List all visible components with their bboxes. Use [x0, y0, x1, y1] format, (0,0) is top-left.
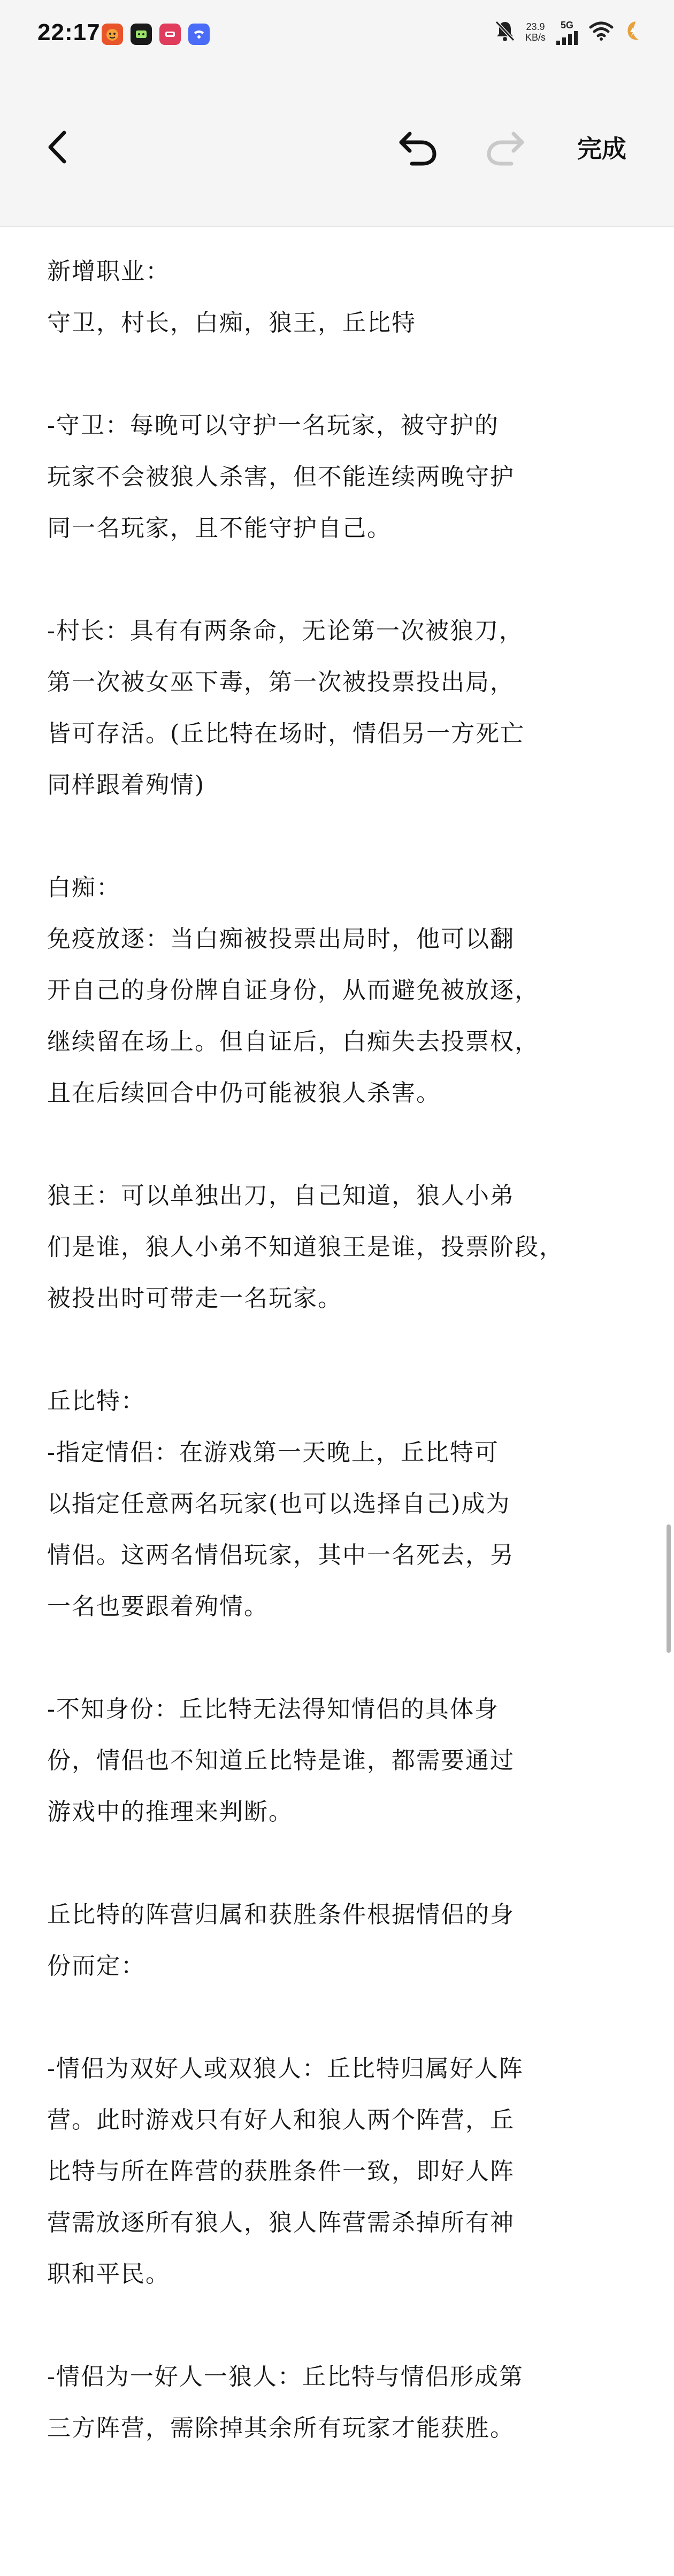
text-line: 皆可存活。(丘比特在场时，情侣另一方死亡: [47, 720, 525, 747]
text-line: -村长：具有有两条命，无论第一次被狼刀，: [47, 617, 524, 645]
blank-line: [47, 1632, 641, 1684]
text-line: 开自己的身份牌自证身份，从而避免被放逐，: [47, 977, 539, 1004]
text-line: 比特与所在阵营的获胜条件一致，即好人阵: [47, 2158, 515, 2185]
social-app-icon: [159, 24, 181, 45]
text-line: 份，情侣也不知道丘比特是谁，都需要通过: [47, 1747, 515, 1774]
text-line: 且在后续回合中仍可能被狼人杀害。: [47, 1079, 441, 1107]
text-line: 三方阵营，需除掉其余所有玩家才能获胜。: [47, 2414, 515, 2442]
text-line: 情侣。这两名情侣玩家，其中一名死去，另: [47, 1542, 515, 1569]
text-line: -守卫：每晚可以守护一名玩家，被守护的: [47, 412, 499, 439]
text-line: 白痴：: [47, 874, 121, 901]
text-line: 免疫放逐：当白痴被投票出局时，他可以翻: [47, 925, 515, 953]
blank-line: [47, 349, 641, 400]
status-time: 22:17: [37, 19, 101, 45]
vpn-app-icon: [188, 24, 210, 45]
text-line: 同一名玩家，且不能守护自己。: [47, 515, 392, 542]
text-line: 狼王：可以单独出刀，自己知道，狼人小弟: [47, 1182, 515, 1209]
blank-line: [47, 1324, 641, 1376]
text-line: -情侣为一好人一狼人：丘比特与情侣形成第: [47, 2363, 524, 2390]
system-icons: [494, 19, 642, 45]
text-line: 继续留在场上。但自证后，白痴失去投票权，: [47, 1028, 539, 1055]
blank-line: [47, 554, 641, 605]
scrollbar[interactable]: [667, 1524, 671, 1653]
redo-button[interactable]: [479, 123, 533, 171]
blank-line: [47, 2300, 641, 2351]
battery-icon: [624, 19, 642, 45]
text-line: 丘比特：: [47, 1387, 145, 1415]
blank-line: [47, 1119, 641, 1170]
editor-toolbar: [0, 70, 674, 227]
wifi-icon: [588, 21, 614, 43]
text-line: -不知身份：丘比特无法得知情侣的具体身: [47, 1696, 499, 1723]
text-line: 被投出时可带走一名玩家。: [47, 1285, 342, 1312]
text-line: 一名也要跟着殉情。: [47, 1593, 269, 1620]
blank-line: [47, 1992, 641, 2043]
text-line: 份而定：: [47, 1952, 145, 1980]
text-line: 们是谁，狼人小弟不知道狼王是谁，投票阶段，: [47, 1233, 564, 1261]
blank-line: [47, 1838, 641, 1889]
signal-type-label: 5G: [560, 19, 573, 30]
text-line: 玩家不会被狼人杀害，但不能连续两晚守护: [47, 463, 515, 490]
done-button[interactable]: 完成: [577, 134, 626, 163]
cellular-signal: [555, 20, 579, 45]
game-app-icon: [102, 24, 123, 45]
undo-button[interactable]: [390, 123, 444, 171]
status-bar: [0, 0, 674, 70]
mute-bell-icon: [494, 20, 516, 44]
network-speed: [525, 21, 546, 43]
chat-app-icon: [131, 24, 152, 45]
redo-icon: [485, 128, 527, 166]
text-line: 以指定任意两名玩家(也可以选择自己)成为: [47, 1490, 511, 1517]
note-content[interactable]: [47, 246, 641, 2454]
text-line: 新增职业：: [47, 258, 170, 285]
blank-line: [47, 811, 641, 862]
network-speed-unit: KB/s: [525, 32, 546, 43]
text-line: 同样跟着殉情): [47, 771, 205, 799]
text-line: -情侣为双好人或双狼人：丘比特归属好人阵: [47, 2055, 524, 2082]
notification-app-icons: [102, 24, 210, 45]
text-line: 丘比特的阵营归属和获胜条件根据情侣的身: [47, 1901, 515, 1928]
text-line: -指定情侣：在游戏第一天晚上，丘比特可: [47, 1439, 499, 1466]
text-line: 营需放逐所有狼人，狼人阵营需杀掉所有神: [47, 2209, 515, 2236]
text-line: 职和平民。: [47, 2260, 170, 2288]
back-button[interactable]: [33, 123, 81, 171]
text-line: 营。此时游戏只有好人和狼人两个阵营，丘: [47, 2106, 515, 2134]
network-speed-value: 23.9: [526, 21, 545, 32]
undo-icon: [396, 128, 439, 166]
signal-bars-icon: [555, 31, 579, 45]
chevron-left-icon: [44, 128, 71, 166]
text-line: 游戏中的推理来判断。: [47, 1798, 293, 1826]
text-line: 第一次被女巫下毒，第一次被投票投出局，: [47, 669, 515, 696]
text-line: 守卫，村长，白痴，狼王，丘比特: [47, 309, 416, 336]
